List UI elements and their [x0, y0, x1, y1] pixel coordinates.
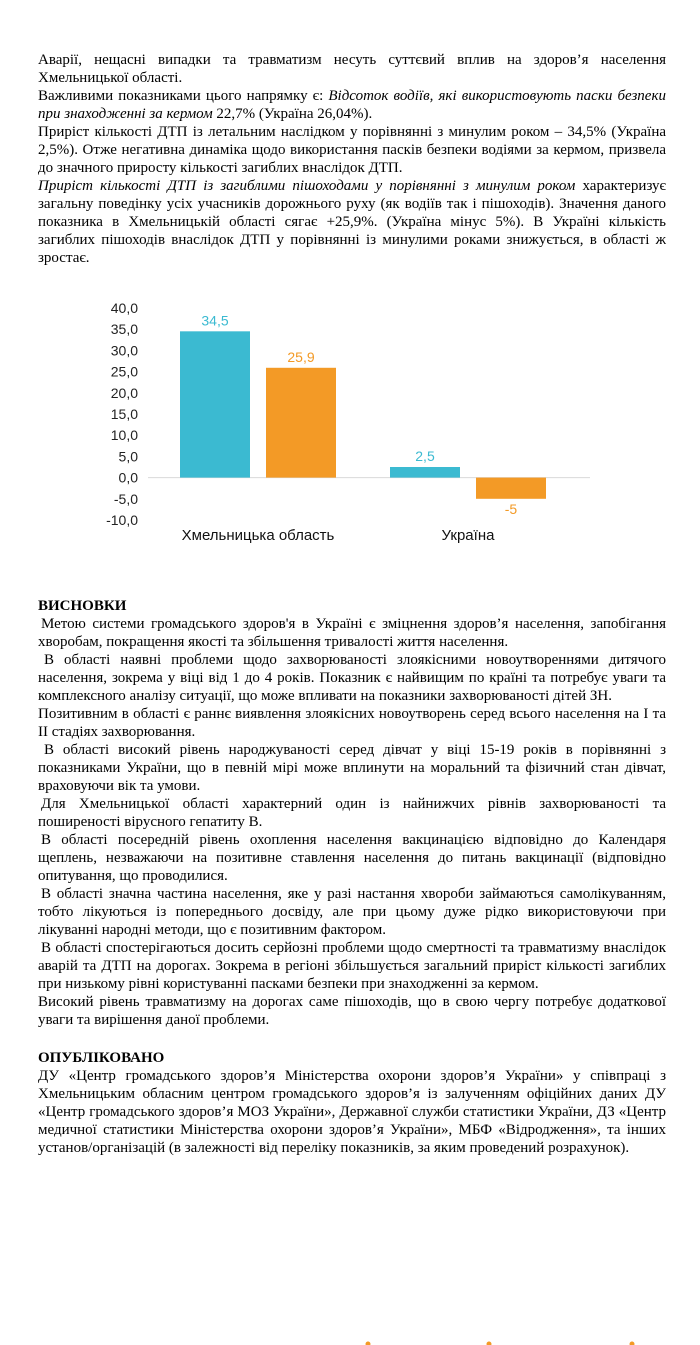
y-tick-label: 10,0 — [110, 427, 138, 444]
y-tick-label: -5,0 — [113, 490, 138, 507]
road-accidents-bar-chart — [100, 290, 620, 560]
intro-p2-emphasis: Відсоток водіїв, які використовують паски безпеки при знаходженні за кермом — [38, 88, 666, 122]
data-label: 25,9 — [287, 348, 315, 365]
conclusions-section — [38, 597, 666, 1029]
y-tick-label: 30,0 — [110, 342, 138, 359]
conclusion-paragraph-2: В області наявні проблеми щодо захворюваності злоякісними новоутвореннями дитячого населення, зокрема у віці від 1 до 4 років. Показник є найвищим по країні та потребує уваги та комплексного аналізу ситуації, що може впливати на показники захворюваності дітей ЗН. — [38, 652, 666, 704]
data-label: 2,5 — [415, 448, 435, 464]
conclusion-paragraph-9: Високий рівень травматизму на дорогах саме пішоходів, що в свою чергу потребує додаткової уваги та вирішення даної проблеми. — [38, 994, 666, 1028]
conclusion-paragraph-7: В області значна частина населення, яке у разі настання хвороби займаються самолікуванням, тобто лікуються із попереднього досвіду, але при цьому дуже рідко використовуючи при лікуванні народні методи, що є позитивним фактором. — [38, 886, 666, 938]
category-label: Україна — [441, 527, 495, 544]
intro-p4-emphasis: Приріст кількості ДТП із загиблими пішоходами у порівнянні з минулим роком — [38, 178, 576, 194]
category-label: Хмельницька область — [181, 527, 335, 544]
published-text: ДУ «Центр громадського здоров’я Міністерства охорони здоров’я України» у співпраці з Хмельницьким обласним центром громадського здоров’я із залученням офіційних даних ДУ «Центр громадського здоров’я МОЗ України», Державної служби статистики України, ДЗ «Центр медичної статистики Міністерства охорони здоров’я України», МБФ «Відродження», та інших установ/організацій (в залежності від переліку показників, за яким проведений розрахунок). — [38, 1068, 666, 1156]
published-heading: ОПУБЛІКОВАНО — [38, 1050, 165, 1066]
conclusion-paragraph-5: Для Хмельницької області характерний один із найнижчих рівнів захворюваності та поширеності вірусного гепатиту В. — [38, 796, 666, 830]
footer-decoration — [0, 1330, 700, 1345]
bar — [180, 331, 250, 477]
conclusion-paragraph-4: В області високий рівень народжуваності серед дівчат у віці 15-19 років в порівнянні з показниками України, що в певній мірі може вплинути на моральний та фізичний стан дівчат, враховуючи вік та умови. — [38, 742, 666, 794]
bar — [476, 478, 546, 499]
conclusions-heading: ВИСНОВКИ — [38, 598, 127, 614]
conclusion-paragraph-3: Позитивним в області є раннє виявлення злоякісних новоутворень серед всього населення на І та ІІ стадіях захворювання. — [38, 706, 666, 740]
intro-p4-tail: характеризує загальну поведінку усіх учасників дорожнього руху (як водіїв так і пішоходів). Значення даного показника в Хмельницькій області сягає +25,9%. (Україна мінус 5%). В Україні кількість загиблих пішоходів внаслідок ДТП у порівнянні із минулими роками знижується, в області ж зростає. — [38, 178, 666, 266]
intro-p2-lead: Важливими показниками цього напрямку є: — [38, 88, 329, 104]
intro-section — [38, 51, 666, 267]
footer-dot-1 — [366, 1342, 371, 1345]
intro-paragraph-1: Аварії, нещасні випадки та травматизм несуть суттєвий вплив на здоров’я населення Хмельницької області. — [38, 52, 666, 86]
y-tick-label: 35,0 — [110, 321, 138, 338]
bar — [390, 467, 460, 478]
intro-paragraph-2 — [38, 87, 666, 123]
y-tick-label: 0,0 — [118, 469, 138, 486]
y-tick-label: 15,0 — [110, 406, 138, 422]
bar — [266, 368, 336, 478]
data-label: 34,5 — [201, 312, 229, 329]
conclusion-paragraph-6: В області посередній рівень охоплення населення вакцинацією відповідно до Календаря щеплень, незважаючи на позитивне ставлення населення до питань вакцинації (відповідно опитування, що проводилися. — [38, 832, 666, 884]
conclusion-paragraph-1: Метою системи громадського здоров'я в Україні є зміцнення здоров’я населення, запобігання хворобам, покращення якості та збільшення тривалості життя населення. — [38, 616, 666, 650]
y-tick-label: 20,0 — [110, 384, 138, 401]
intro-paragraph-4 — [38, 177, 666, 267]
published-section — [38, 1049, 666, 1157]
conclusion-paragraph-8: В області спостерігаються досить серйозні проблеми щодо смертності та травматизму внаслідок аварій та ДТП на дорогах. Зокрема в регіоні збільшується загальний приріст кількості загиблих при низькому рівні користуванні пасками безпеки при знаходженні за кермом. — [38, 940, 666, 992]
data-label: -5 — [504, 500, 518, 517]
footer-dot-2 — [487, 1342, 492, 1345]
footer-dot-3 — [630, 1342, 635, 1345]
y-tick-label: -10,0 — [106, 512, 138, 528]
intro-p2-tail: 22,7% (Україна 26,04%). — [212, 106, 373, 122]
y-tick-label: 40,0 — [110, 300, 138, 316]
intro-paragraph-3: Приріст кількості ДТП із летальним наслідком у порівнянні з минулим роком – 34,5% (Україна 2,5%). Отже негативна динаміка щодо використання пасків безпеки водіями за кермом, призвела до значного приросту кількості загиблих внаслідок ДТП. — [38, 124, 666, 176]
y-tick-label: 25,0 — [110, 363, 138, 380]
y-tick-label: 5,0 — [118, 448, 138, 465]
